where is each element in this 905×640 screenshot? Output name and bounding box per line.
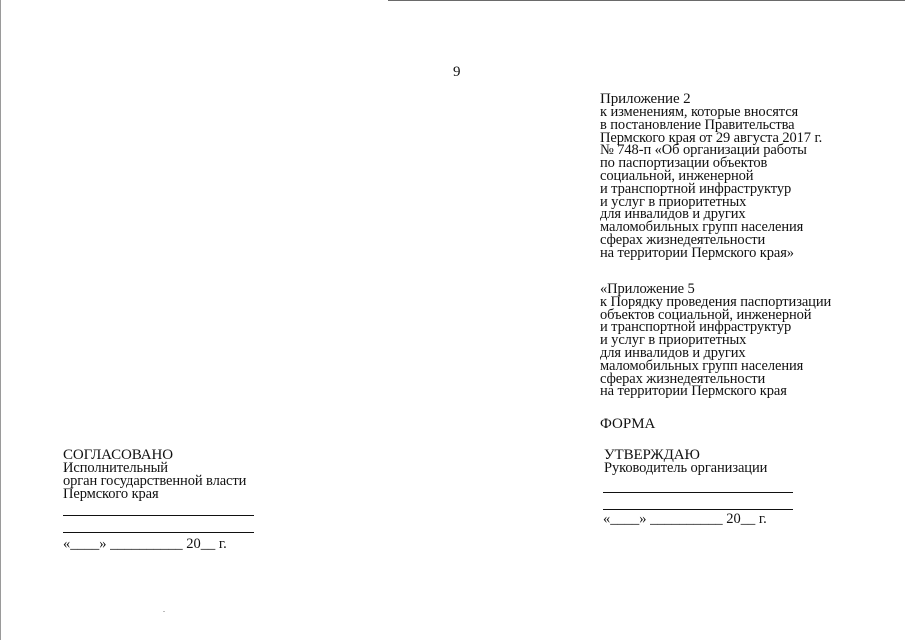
attachment-2-line: к изменениям, которые вносятся	[600, 104, 799, 120]
approval-subtitle: Руководитель организации	[604, 460, 768, 476]
attachment-2-line: маломобильных групп населения	[600, 219, 804, 236]
attachment-2-line: в постановление Правительства	[600, 116, 795, 133]
attachment-2-header	[600, 93, 822, 260]
attachment-5-line: и транспортной инфраструктур	[600, 319, 792, 336]
agreement-line: Исполнительный	[63, 460, 168, 476]
attachment-2-line: Пермского края от 29 августа 2017 г.	[600, 129, 823, 146]
approval-title: УТВЕРЖДАЮ	[604, 447, 700, 463]
attachment-2-line: на территории Пермского края»	[600, 244, 794, 261]
attachment-2-line: социальной, инженерной	[600, 167, 754, 184]
attachment-5-line: для инвалидов и других	[600, 344, 746, 361]
attachment-2-line: по паспортизации объектов	[600, 155, 768, 172]
page-edge-top	[388, 0, 905, 1]
attachment-5-line: к Порядку проведения паспортизации	[600, 293, 832, 310]
agreement-block	[63, 449, 246, 500]
attachment-5-line: маломобильных групп населения	[600, 357, 804, 374]
attachment-5-header	[600, 283, 831, 398]
attachment-2-line: № 748-п «Об организации работы	[600, 142, 807, 159]
attachment-5-line: и услуг в приоритетных	[600, 332, 747, 349]
attachment-5-line: на территории Пермского края	[600, 383, 787, 400]
attachment-2-line: для инвалидов и других	[600, 206, 746, 223]
approval-date: «____» __________ 20__ г.	[603, 511, 767, 527]
agreement-date: «____» __________ 20__ г.	[63, 536, 227, 552]
agreement-name-line	[63, 532, 254, 533]
form-label: ФОРМА	[600, 416, 656, 432]
agreement-title: СОГЛАСОВАНО	[63, 447, 173, 463]
attachment-2-line: Приложение 2	[600, 91, 691, 107]
attachment-2-line: сферах жизнедеятельности	[600, 231, 766, 248]
attachment-2-line: и транспортной инфраструктур	[600, 180, 792, 197]
attachment-5-line: сферах жизнедеятельности	[600, 370, 766, 387]
attachment-2-line: и услуг в приоритетных	[600, 193, 747, 210]
approval-block	[604, 449, 767, 475]
attachment-5-line: «Приложение 5	[600, 281, 695, 297]
page-edge-left	[0, 0, 1, 640]
scan-speck	[163, 611, 165, 612]
approval-name-line	[603, 509, 793, 510]
attachment-5-line: объектов социальной, инженерной	[600, 306, 812, 323]
agreement-line: Пермского края	[63, 485, 159, 502]
approval-signature-line	[603, 492, 793, 493]
page-number: 9	[453, 64, 461, 80]
agreement-line: орган государственной власти	[63, 472, 247, 489]
agreement-signature-line	[63, 515, 254, 516]
